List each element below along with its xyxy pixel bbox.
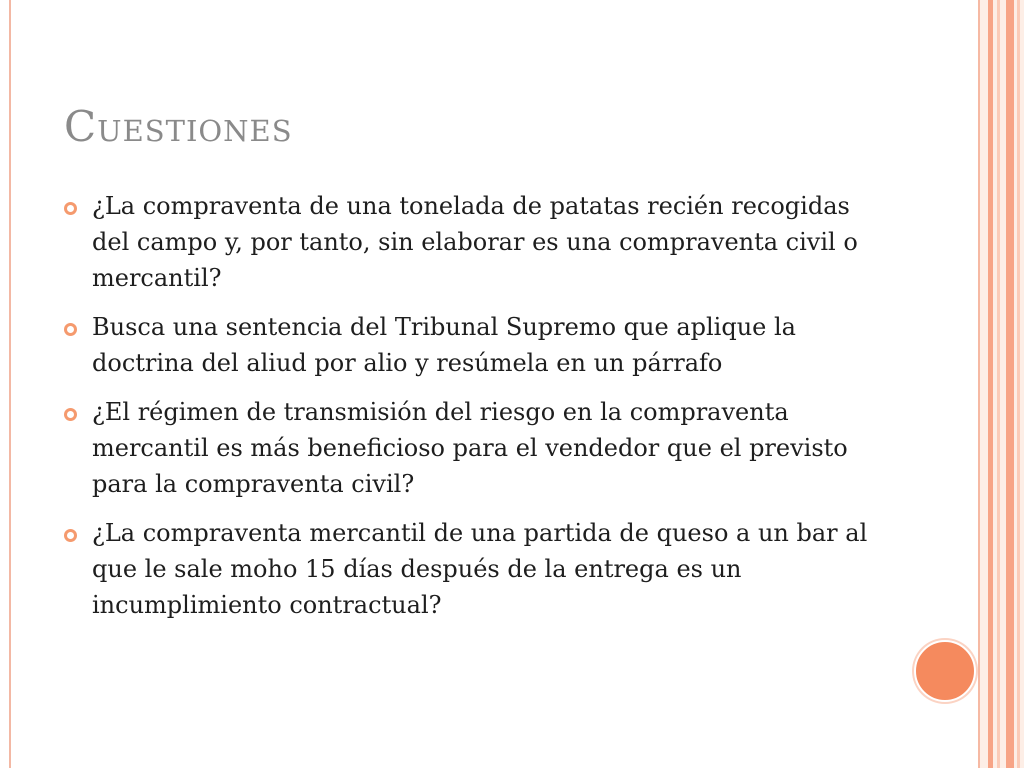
decorative-stripe	[1017, 0, 1020, 768]
slide-content	[60, 188, 890, 636]
slide-title: Cuestiones	[64, 102, 293, 151]
bullet-text: Busca una sentencia del Tribunal Supremo que aplique la doctrina del aliud por alio y resúmela en un párrafo	[92, 313, 796, 377]
bullet-item	[60, 515, 890, 623]
ring-bullet-icon	[64, 408, 77, 421]
bullet-text: ¿La compraventa de una tonelada de patatas recién recogidas del campo y, por tanto, sin elaborar es una compraventa civil o mercantil?	[92, 192, 858, 292]
decorative-circle	[914, 640, 976, 702]
bullet-item	[60, 394, 890, 502]
bullet-item	[60, 188, 890, 296]
bullet-item	[60, 309, 890, 381]
decorative-stripe	[988, 0, 993, 768]
ring-bullet-icon	[64, 323, 77, 336]
decorative-stripe	[978, 0, 980, 768]
left-border-line	[9, 0, 11, 768]
ring-bullet-icon	[64, 202, 77, 215]
decorative-stripe	[1006, 0, 1014, 768]
bullet-list	[60, 188, 890, 623]
bullet-text: ¿El régimen de transmisión del riesgo en la compraventa mercantil es más beneficioso para el vendedor que el previsto para la compraventa civil?	[92, 398, 848, 498]
ring-bullet-icon	[64, 529, 77, 542]
decorative-stripe	[997, 0, 1000, 768]
bullet-text: ¿La compraventa mercantil de una partida de queso a un bar al que le sale moho 15 días después de la entrega es un incumplimiento contractual?	[92, 519, 868, 619]
